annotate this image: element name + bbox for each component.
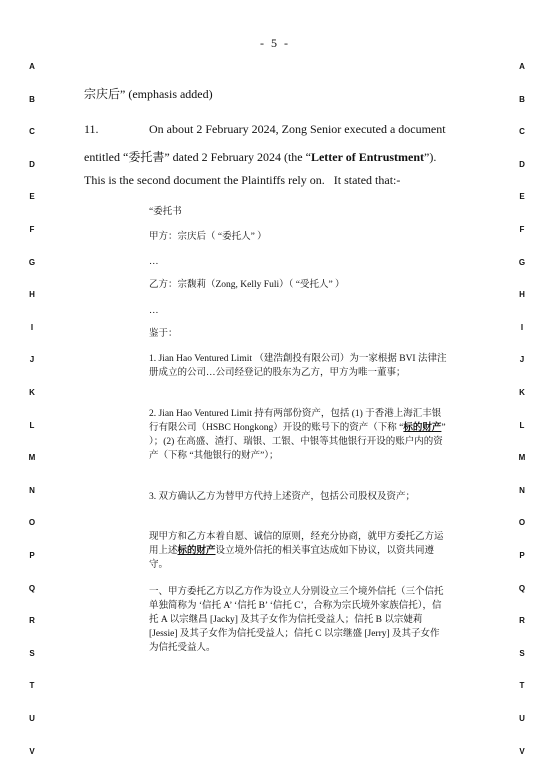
margin-letter-right: U xyxy=(519,714,525,723)
margin-letter-left: K xyxy=(29,388,35,397)
margin-letter-left: G xyxy=(28,257,36,267)
margin-letter-right: G xyxy=(518,257,526,267)
margin-letter-right: F xyxy=(519,225,525,234)
margin-letter-right: B xyxy=(519,94,525,104)
quote-agreement-pre: 现甲方和乙方本着自愿、诚信的原则，经充分协商，就甲方委托乙方运用上述 xyxy=(149,532,444,556)
margin-letter-left: T xyxy=(29,681,35,691)
subject-property-term-2: 标的财产 xyxy=(177,546,216,556)
margin-letter-left: V xyxy=(29,746,35,756)
right-margin-letters xyxy=(515,0,529,777)
margin-letter-right: K xyxy=(519,388,525,397)
paragraph-11-line3: This is the second document the Plaintiffs rely on. It stated that:- xyxy=(84,173,401,187)
quote-item-1: 1. Jian Hao Ventured Limit （建浩創投有限公司）为一家根据 BVI 法律注册成立的公司…公司经登记的股东为乙方，甲方为唯一董事； xyxy=(149,354,447,378)
margin-letter-right: E xyxy=(519,192,525,202)
quote-item-2 xyxy=(149,407,449,463)
paragraph-11-line2-pre: entitled “委托書” dated 2 February 2024 (the “ xyxy=(84,150,311,164)
margin-letter-right: D xyxy=(519,159,525,169)
margin-letter-right: Q xyxy=(518,583,526,593)
margin-letter-left: C xyxy=(29,127,35,137)
quote-ellipsis-2: … xyxy=(149,306,159,316)
subject-property-term: 标的财产 xyxy=(403,423,442,433)
margin-letter-left: P xyxy=(29,551,35,560)
margin-letter-left: J xyxy=(29,355,35,365)
quote-party-a: 甲方：宗庆后（ “委托人” ） xyxy=(149,232,267,242)
margin-letter-right: N xyxy=(519,485,525,495)
margin-letter-left: L xyxy=(29,420,35,430)
paragraph-top-continuation: 宗庆后” (emphasis added) xyxy=(84,87,213,101)
quote-clause-1: 一、甲方委托乙方以乙方作为设立人分别设立三个境外信托（三个信托单独简称为 ‘信托 A’ ‘信托 B’ ‘信托 C’，合称为宗氏境外家族信托），信托 A 以宗继昌 [Jacky] 及其子女作为信托受益人；信托 B 以宗婕莉 [Jessie] 及其子女作为信托受益人；信托 C 以宗继盛 [Jerry] 及其子女作为信托受益人。 xyxy=(149,587,444,653)
margin-letter-left: M xyxy=(28,453,36,463)
letter-of-entrustment-term: Letter of Entrustment xyxy=(310,150,425,164)
margin-letter-left: R xyxy=(29,616,35,626)
margin-letter-right: M xyxy=(518,453,526,463)
margin-letter-left: U xyxy=(29,714,35,723)
quote-whereas: 鉴于： xyxy=(149,329,178,339)
left-margin-letters xyxy=(25,0,39,777)
margin-letter-right: O xyxy=(518,518,526,528)
margin-letter-left: D xyxy=(29,159,35,169)
quote-agreement-post: 设立境外信托的相关事宜达成如下协议，以资共同遵守。 xyxy=(149,546,435,570)
margin-letter-left: E xyxy=(29,192,35,202)
margin-letter-right: S xyxy=(519,648,525,658)
margin-letter-left: A xyxy=(29,62,35,71)
quote-title: “委托书 xyxy=(149,207,182,217)
paragraph-11-line1: On about 2 February 2024, Zong Senior executed a document xyxy=(149,122,446,136)
margin-letter-left: B xyxy=(29,94,35,104)
margin-letter-right: H xyxy=(519,290,525,300)
margin-letter-right: I xyxy=(520,322,524,332)
margin-letter-left: I xyxy=(30,322,34,332)
margin-letter-right: R xyxy=(519,616,525,626)
quote-item-2-post: ” ）；(2) 在高盛、渣打、瑞银、工银、中银等其他银行开设的账户内的资产（下称 “其他银行的财产”）； xyxy=(149,423,449,461)
margin-letter-left: S xyxy=(29,648,35,658)
paragraph-number-11: 11. xyxy=(84,122,99,136)
quote-ellipsis-1: … xyxy=(149,257,159,267)
quote-item-3: 3. 双方确认乙方为替甲方代持上述资产，包括公司股权及资产； xyxy=(149,492,416,502)
page-number: - 5 - xyxy=(260,36,290,50)
quote-agreement xyxy=(149,530,449,572)
margin-letter-right: C xyxy=(519,127,525,137)
margin-letter-right: A xyxy=(519,62,525,71)
margin-letter-right: L xyxy=(519,420,525,430)
margin-letter-right: J xyxy=(519,355,525,365)
margin-letter-left: Q xyxy=(28,583,36,593)
margin-letter-right: T xyxy=(519,681,525,691)
margin-letter-right: V xyxy=(519,746,525,756)
quote-party-b: 乙方：宗馥莉（Zong, Kelly Fuli）（ “受托人” ） xyxy=(149,280,345,290)
margin-letter-left: N xyxy=(29,485,35,495)
quote-item-2-pre: 2. Jian Hao Ventured Limit 持有两部份资产，包括 (1) 于香港上海汇丰银行有限公司（HSBC Hongkong）开设的账号下的资产（下称 “ xyxy=(149,409,442,433)
paragraph-11-line2-post: ”). xyxy=(424,150,437,164)
margin-letter-left: O xyxy=(28,518,36,528)
margin-letter-left: H xyxy=(29,290,35,300)
paragraph-11-line2 xyxy=(84,145,484,169)
margin-letter-right: P xyxy=(519,551,525,560)
margin-letter-left: F xyxy=(29,225,35,234)
